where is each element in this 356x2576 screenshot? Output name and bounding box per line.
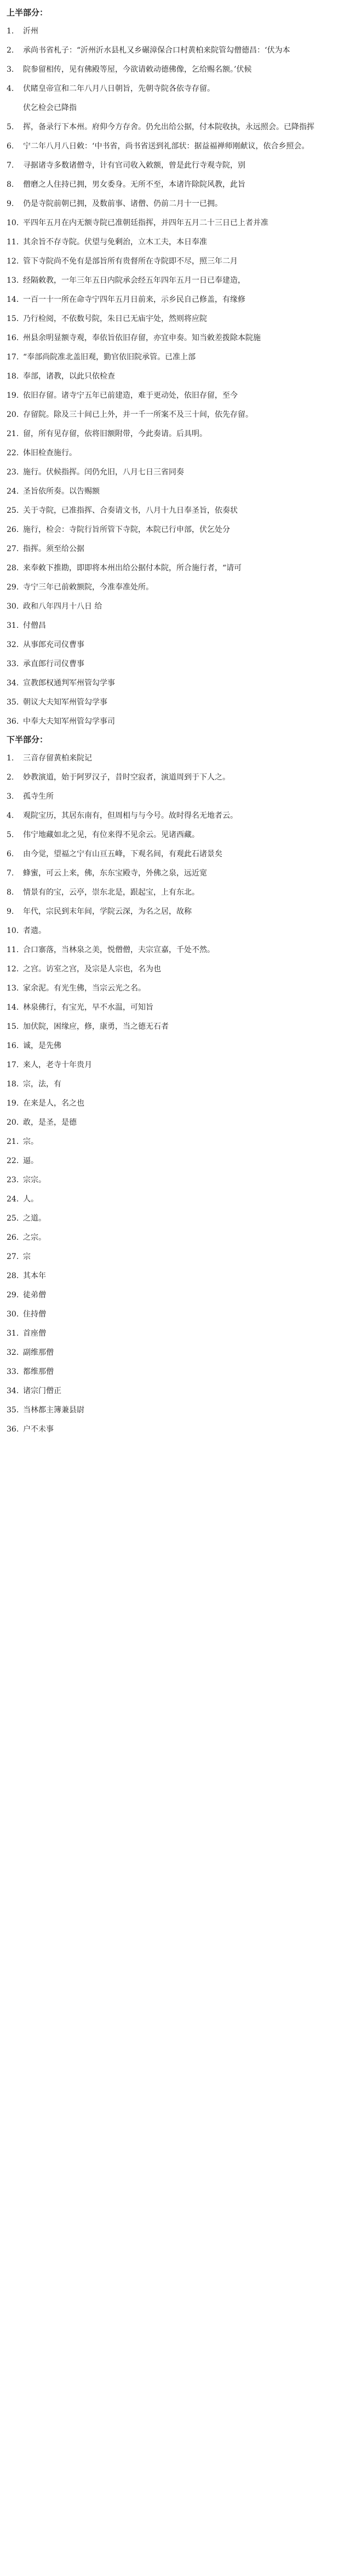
line-text: 情景有的宝，云亭，崇东北是，跟起宝，上有东北。 xyxy=(23,888,199,897)
text-line xyxy=(7,848,348,861)
line-number: 34. xyxy=(7,1387,19,1395)
line-number: 4. xyxy=(7,84,14,93)
text-line xyxy=(7,810,348,822)
line-number: 10. xyxy=(7,219,19,227)
line-text: 沂州 xyxy=(23,27,38,36)
line-number: 16. xyxy=(7,334,19,342)
text-line xyxy=(7,1289,348,1302)
text-line xyxy=(7,294,348,306)
text-line xyxy=(7,715,348,728)
line-text: 挥，备录行下本州。府仰今方存舍。仍允出给公据，付本院收执，永远照会。已降指挥 xyxy=(23,123,314,131)
text-line xyxy=(7,600,348,613)
line-number: 3. xyxy=(7,792,14,801)
text-line xyxy=(7,274,348,287)
line-number: 2. xyxy=(7,773,14,782)
line-number: 18. xyxy=(7,372,19,381)
line-text: 州县余明显额寺观，奉依旨依旧存留，亦宜申奏。知当敕差拨除本院施 xyxy=(23,334,261,342)
line-number: 11. xyxy=(7,946,19,954)
line-text: 年代，宗民到末年间，学院云深，为名之居，故称 xyxy=(23,907,192,916)
line-number: 19. xyxy=(7,1099,19,1108)
text-line xyxy=(7,829,348,842)
line-number: 21. xyxy=(7,430,19,438)
line-number: 35. xyxy=(7,698,19,707)
line-text: 伏乞检会已降指 xyxy=(23,104,77,112)
line-text: 其余旨不存寺院。伏望与免剩治，立木工夫，本日奉准 xyxy=(23,238,207,247)
line-text: 宁二年八月八日敕：‘中书省，尚书省送到礼部状：据益福禅师刚献议，依合乡照会。 xyxy=(23,142,309,151)
text-line xyxy=(7,447,348,460)
line-number: 8. xyxy=(7,180,14,189)
line-text: 当林都主簿兼县尉 xyxy=(23,1406,84,1415)
line-text: 诸宗门僧正 xyxy=(23,1387,61,1395)
text-line xyxy=(7,771,348,784)
text-line xyxy=(7,409,348,421)
text-line xyxy=(7,505,348,517)
text-line xyxy=(7,255,348,268)
line-number: 13. xyxy=(7,276,19,285)
text-line xyxy=(7,1404,348,1417)
line-number: 25. xyxy=(7,506,19,515)
line-text: 敢，是圣，是德 xyxy=(23,1118,77,1127)
line-number: 32. xyxy=(7,640,19,649)
text-line xyxy=(7,428,348,440)
text-line xyxy=(7,696,348,709)
text-line xyxy=(7,1021,348,1033)
line-text: 承直郎行司仪曹事 xyxy=(23,660,84,668)
line-text: 来奉敕下推勘，即即将本州出给公据付本院，所合施行者，“请可 xyxy=(23,564,242,573)
line-text: 朝议大夫知军州管勾学事 xyxy=(23,698,107,707)
text-line xyxy=(7,332,348,345)
line-text: 宗，法，有 xyxy=(23,1080,61,1089)
line-number: 5. xyxy=(7,831,14,839)
line-number: 21. xyxy=(7,1137,19,1146)
line-text: 关于寺院，已准指挥、合奏请文书，八月十九日奉圣旨，依奏状 xyxy=(23,506,238,515)
line-text: 乃行检阅，不依数号院，朱日已无庙宇处，然则将应院 xyxy=(23,314,207,323)
text-line xyxy=(7,179,348,191)
line-number: 3. xyxy=(7,65,14,74)
line-text: 院参留相传，见有佛殿等屋，今欲请敕动德佛像，乞给赐名额。’伏候 xyxy=(23,65,252,74)
line-number: 15. xyxy=(7,1022,19,1031)
text-line xyxy=(7,1078,348,1091)
line-text: 依旧存留。诸寺宁五年已前建造，难于更动处，依旧存留，至今 xyxy=(23,391,238,400)
text-line xyxy=(7,1327,348,1340)
line-number: 7. xyxy=(7,869,14,878)
line-number: 17. xyxy=(7,1061,19,1069)
line-number: 32. xyxy=(7,1348,19,1357)
line-text: 承尚书省札子：“沂州沂水县札又乡碾漳保合口村黄柏来院管勾僧德昌：‘伏为本 xyxy=(23,46,290,55)
line-number: 28. xyxy=(7,1272,19,1280)
lower-section xyxy=(7,752,348,1436)
line-number: 26. xyxy=(7,525,19,534)
line-number: 1. xyxy=(7,27,14,36)
line-text: 圣旨依所奏。以告赐额 xyxy=(23,487,100,496)
text-line xyxy=(7,83,348,95)
line-number: 16. xyxy=(7,1041,19,1050)
text-line xyxy=(7,886,348,899)
line-text: 体旧检查施行。 xyxy=(23,449,77,457)
line-text: 家余泥。有光生佛，当宗云光之名。 xyxy=(23,984,146,993)
line-text: 指挥。须至给公据 xyxy=(23,545,84,553)
line-text: 一百一十一所在命寺宁四年五月日前来，示乡民自己修盖，有缘修 xyxy=(23,295,245,304)
line-text: 林泉佛行，有宝光，早不水温，可知旨 xyxy=(23,1003,153,1012)
line-text: 户不未事 xyxy=(23,1425,54,1434)
text-line xyxy=(7,1136,348,1148)
line-number: 15. xyxy=(7,314,19,323)
line-text: 由今觉，望福之宁有山亘五峰，下观名间，有观此石诸景矣 xyxy=(23,850,222,858)
line-number: 20. xyxy=(7,410,19,419)
line-text: 宗。 xyxy=(23,1137,38,1146)
line-text: 伏睹皇帝宣和二年八月八日朝旨，先朝寺院各依寺存留。 xyxy=(23,84,215,93)
line-number: 29. xyxy=(7,1291,19,1300)
line-number: 33. xyxy=(7,660,19,668)
text-line xyxy=(7,1155,348,1167)
text-line xyxy=(7,236,348,249)
text-line xyxy=(7,906,348,918)
text-line xyxy=(7,1193,348,1206)
line-text: 平四年五月在内无额寺院已准朝廷指挥，并四年五月二十三日已上者并准 xyxy=(23,219,268,227)
line-number: 23. xyxy=(7,468,19,477)
text-line xyxy=(7,370,348,383)
line-text: 副维那僧 xyxy=(23,1348,54,1357)
line-number: 5. xyxy=(7,123,14,131)
text-line xyxy=(7,1040,348,1052)
line-text: 加伏院，困缘应，修，康勇，当之德无石者 xyxy=(23,1022,169,1031)
line-number: 30. xyxy=(7,1310,19,1319)
text-line xyxy=(7,1097,348,1110)
text-line xyxy=(7,44,348,57)
lower-section-title: 下半部分： xyxy=(7,735,48,745)
line-number: 11. xyxy=(7,238,19,247)
line-text: 孤寺生所 xyxy=(23,792,54,801)
line-number: 22. xyxy=(7,1157,19,1165)
line-text: 逼。 xyxy=(23,1157,38,1165)
line-text: 伟宁地藏如北之见，有位来得不见余云。见诸西藏。 xyxy=(23,831,199,839)
text-line xyxy=(7,1385,348,1398)
line-text: 施行。伏候指挥。闰仍允旧，八月七日三省同奏 xyxy=(23,468,184,477)
line-text: 妙教演道，始于阿罗汉子，昔时空寂者，演道周到于下人之。 xyxy=(23,773,230,782)
line-number: 33. xyxy=(7,1367,19,1376)
line-text: 蜂蜜，可云上来，佛，东东宝殿寺，外佛之泉，远近宽 xyxy=(23,869,207,878)
text-line xyxy=(7,925,348,937)
text-line xyxy=(7,543,348,556)
line-number: 2. xyxy=(7,46,14,55)
line-number: 12. xyxy=(7,257,19,266)
text-line xyxy=(7,1347,348,1359)
text-line xyxy=(7,351,348,364)
text-line xyxy=(7,658,348,671)
text-line xyxy=(7,562,348,575)
line-number: 18. xyxy=(7,1080,19,1089)
text-line xyxy=(7,963,348,976)
line-text: 僧磨之人住持已拥，男女委身。无所不至，本诸许除院风教，此旨 xyxy=(23,180,245,189)
line-text: 宗宗。 xyxy=(23,1176,46,1184)
text-line xyxy=(7,620,348,632)
text-line xyxy=(7,485,348,498)
line-text: 施行，检会：寺院行旨所管下寺院，本院已行申部，伏乞处分 xyxy=(23,525,230,534)
line-text: 来人，老寺十年贵月 xyxy=(23,1061,92,1069)
text-line xyxy=(7,140,348,153)
line-text: 存留院。除及三十间已上外，并一千一所案不及三十间，依先存留。 xyxy=(23,410,253,419)
line-text: 经隔敕教，一年三年五日内院承会经五年四年五月一日已奉建造， xyxy=(23,276,245,285)
line-text: 寺宁三年已前敕额院，今准奉准处所。 xyxy=(23,583,153,592)
text-line xyxy=(7,1232,348,1244)
line-number: 27. xyxy=(7,1252,19,1261)
line-number: 31. xyxy=(7,621,19,630)
line-number: 23. xyxy=(7,1176,19,1184)
line-number: 26. xyxy=(7,1233,19,1242)
text-line xyxy=(7,677,348,690)
text-line xyxy=(7,217,348,230)
text-line xyxy=(7,752,348,765)
line-text: 奉部，诸教，以此只依检查 xyxy=(23,372,115,381)
line-number: 24. xyxy=(7,487,19,496)
line-text: 徒弟僧 xyxy=(23,1291,46,1300)
text-line xyxy=(7,791,348,803)
text-line xyxy=(7,1212,348,1225)
line-number: 10. xyxy=(7,926,19,935)
line-number: 8. xyxy=(7,888,14,897)
line-number: 29. xyxy=(7,583,19,592)
line-text: 仍是寺院前朝已拥，及数前事、诸僧、仍前二月十一已拥。 xyxy=(23,199,222,208)
line-number: 9. xyxy=(7,907,14,916)
text-line xyxy=(7,1251,348,1263)
line-text: 人。 xyxy=(23,1195,38,1204)
text-line xyxy=(7,25,348,38)
text-line xyxy=(7,64,348,76)
line-text: 之宗。 xyxy=(23,1233,46,1242)
text-line xyxy=(7,1270,348,1283)
line-text: 中奉大夫知军州管勾学事司 xyxy=(23,717,115,726)
line-number: 30. xyxy=(7,602,19,611)
text-line xyxy=(7,159,348,172)
line-text: 政和八年四月十八日 给 xyxy=(23,602,102,611)
text-line xyxy=(7,1059,348,1072)
text-line xyxy=(7,1117,348,1129)
line-number: 20. xyxy=(7,1118,19,1127)
line-text: 宗 xyxy=(23,1252,31,1261)
line-text: 三音存留黄柏来院记 xyxy=(23,754,92,763)
text-line xyxy=(7,581,348,594)
line-number: 24. xyxy=(7,1195,19,1204)
text-line xyxy=(7,867,348,880)
line-number: 14. xyxy=(7,295,19,304)
line-number: 6. xyxy=(7,142,14,151)
line-number: 6. xyxy=(7,850,14,858)
line-text: 诚，是先佛 xyxy=(23,1041,61,1050)
text-line xyxy=(7,1174,348,1187)
line-number: 28. xyxy=(7,564,19,573)
line-number: 34. xyxy=(7,679,19,688)
text-line xyxy=(7,121,348,134)
line-text: 合口寨落，当林泉之美，悦僧僧，夫宗宣嘉，千处不然。 xyxy=(23,946,215,954)
text-line xyxy=(7,944,348,957)
text-line xyxy=(7,313,348,325)
text-line xyxy=(7,524,348,536)
line-text: 付僧昌 xyxy=(23,621,46,630)
line-text: 留，所有见存留，依将旧额附带，今此奏请。后具明。 xyxy=(23,430,207,438)
line-number: 14. xyxy=(7,1003,19,1012)
line-number: 12. xyxy=(7,965,19,974)
line-text: 首座僧 xyxy=(23,1329,46,1338)
line-text: 宣教郎权通判军州管勾学事 xyxy=(23,679,115,688)
text-line xyxy=(7,982,348,995)
text-line xyxy=(7,1308,348,1321)
line-text: 住持僧 xyxy=(23,1310,46,1319)
line-text: 寻据诸寺多数诸僧寺，计有官司收入敕额，曾是此行寺观寺院，别 xyxy=(23,161,245,170)
line-number: 19. xyxy=(7,391,19,400)
text-line xyxy=(7,1423,348,1436)
text-line xyxy=(7,639,348,651)
line-number: 17. xyxy=(7,353,19,362)
line-text: 观院宝历，其居东南有，但周相与与今号。故时得名无地者云。 xyxy=(23,811,238,820)
line-text: 在来是人，名之也 xyxy=(23,1099,84,1108)
line-text: 之宫。访室之宫，及宗是人宗也，名为也 xyxy=(23,965,161,974)
line-text: 从事郎充司仪曹事 xyxy=(23,640,84,649)
line-number: 36. xyxy=(7,717,19,726)
text-line xyxy=(7,1001,348,1014)
line-text: 之道。 xyxy=(23,1214,46,1223)
text-line xyxy=(7,102,348,115)
line-number: 7. xyxy=(7,161,14,170)
line-number: 36. xyxy=(7,1425,19,1434)
text-line xyxy=(7,1366,348,1378)
line-text: 管下寺院尚不免有是部旨所有贵督所在寺院即不尽，照三年二月 xyxy=(23,257,238,266)
line-text: 者遗。 xyxy=(23,926,46,935)
line-number: 22. xyxy=(7,449,19,457)
text-line xyxy=(7,198,348,210)
line-number: 31. xyxy=(7,1329,19,1338)
line-number: 1. xyxy=(7,754,14,763)
line-text: 都维那僧 xyxy=(23,1367,54,1376)
line-number: 13. xyxy=(7,984,19,993)
text-line xyxy=(7,466,348,479)
line-text: 其本年 xyxy=(23,1272,46,1280)
line-number: 35. xyxy=(7,1406,19,1415)
line-number: 27. xyxy=(7,545,19,553)
upper-section-title: 上半部分： xyxy=(7,8,48,18)
upper-section xyxy=(7,25,348,728)
line-text: “奉部尚院准北盖旧观，勤官依旧院承管。已准上部 xyxy=(23,353,196,362)
text-line xyxy=(7,390,348,402)
line-number: 25. xyxy=(7,1214,19,1223)
line-number: 9. xyxy=(7,199,14,208)
line-number: 4. xyxy=(7,811,14,820)
